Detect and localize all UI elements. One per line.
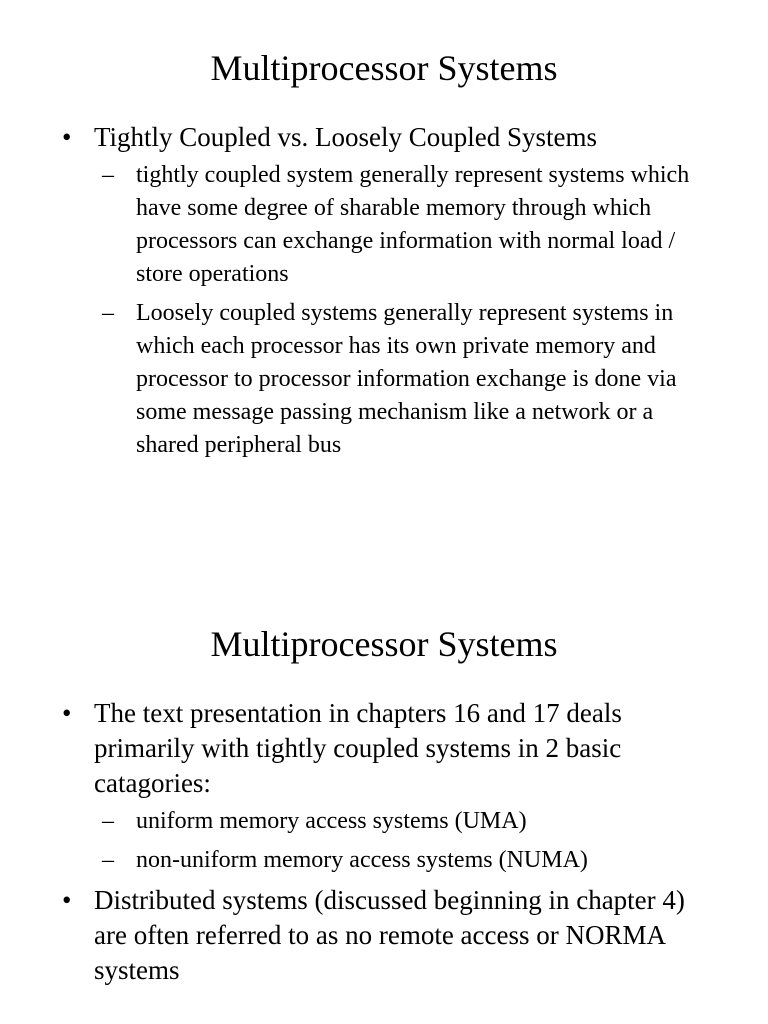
slide-2 <box>0 576 768 1024</box>
sub-bullet-text: Loosely coupled systems generally represent systems in which each processor has its own private memory and processor to processor information exchange is done via some message passing mechanism like a network or a shared peripheral bus <box>136 300 677 458</box>
sub-bullet-item <box>102 844 702 877</box>
bullet-marker: • <box>62 698 72 728</box>
bullet-item <box>62 883 702 988</box>
bullet-list <box>62 120 702 468</box>
bullet-text: The text presentation in chapters 16 and 17 deals primarily with tightly coupled systems in 2 basic catagories: <box>94 698 622 798</box>
dash-marker: – <box>102 808 114 834</box>
slide-title: Multiprocessor Systems <box>210 48 558 88</box>
bullet-marker: • <box>62 885 72 915</box>
bullet-text: Tightly Coupled vs. Loosely Coupled Systems <box>94 122 598 152</box>
sub-bullet-item <box>102 159 702 291</box>
sub-bullet-text: tightly coupled system generally represent systems which have some degree of sharable memory through which processors can exchange information with normal load / store operations <box>136 162 690 287</box>
bullet-list <box>62 696 702 994</box>
sub-bullet-item <box>102 805 702 838</box>
slide-title: Multiprocessor Systems <box>210 624 558 664</box>
dash-marker: – <box>102 162 114 188</box>
sub-bullet-item <box>102 297 702 462</box>
sub-bullet-list <box>94 805 702 877</box>
dash-marker: – <box>102 300 114 326</box>
bullet-item <box>62 696 702 877</box>
sub-bullet-list <box>94 159 702 462</box>
bullet-marker: • <box>62 122 72 152</box>
dash-marker: – <box>102 847 114 873</box>
bullet-text: Distributed systems (discussed beginning in chapter 4) are often referred to as no remote access or NORMA systems <box>94 885 685 985</box>
sub-bullet-text: uniform memory access systems (UMA) <box>136 808 527 834</box>
bullet-item <box>62 120 702 462</box>
sub-bullet-text: non-uniform memory access systems (NUMA) <box>136 847 588 873</box>
